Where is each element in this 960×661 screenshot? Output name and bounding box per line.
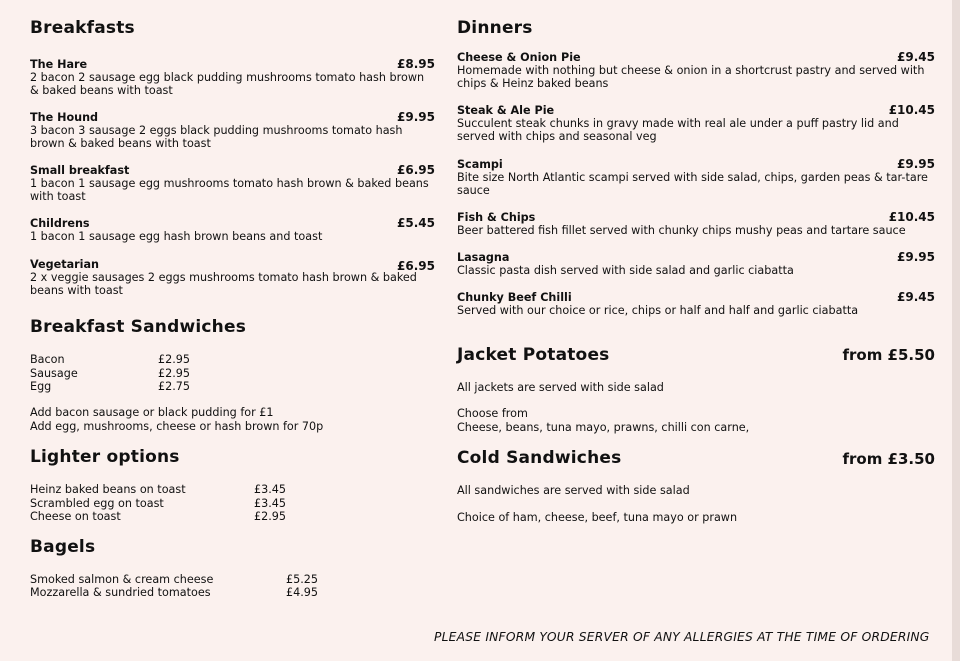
item-price: £3.45 <box>254 497 287 510</box>
item-name: Sausage <box>30 367 78 380</box>
lighter-options-heading: Lighter options <box>30 447 180 467</box>
breakfast-sandwiches-heading: Breakfast Sandwiches <box>30 317 247 337</box>
item-price: £8.95 <box>397 57 435 71</box>
item-description: Bite size North Atlantic scampi served with side salad, chips, garden peas & tar-tare sauce <box>457 171 928 197</box>
item-description: Served with our choice or rice, chips or half and half and garlic ciabatta <box>457 304 859 317</box>
menu-item <box>30 258 435 297</box>
item-name: Cheese & Onion Pie <box>457 51 581 64</box>
item-price: £6.95 <box>397 259 435 273</box>
price-row <box>30 573 319 587</box>
item-description: Homemade with nothing but cheese & onion in a shortcrust pastry and served with chips & Heinz baked beans <box>457 64 925 90</box>
item-price: £2.95 <box>158 353 191 366</box>
jacket-note: All jackets are served with side salad <box>457 381 664 394</box>
item-description: 1 bacon 1 sausage egg mushrooms tomato hash brown & baked beans with toast <box>30 177 429 203</box>
cold-note: All sandwiches are served with side salad <box>457 484 690 497</box>
item-description: Beer battered fish fillet served with chunky chips mushy peas and tartare sauce <box>457 224 906 237</box>
price-row <box>30 380 191 394</box>
item-price: £3.45 <box>254 483 287 496</box>
item-price: £5.45 <box>397 216 435 230</box>
item-price: £2.75 <box>158 380 191 393</box>
menu-item <box>457 104 935 143</box>
item-name: Chunky Beef Chilli <box>457 291 572 304</box>
item-name: Small breakfast <box>30 164 130 177</box>
cold-from-price: from £3.50 <box>842 450 935 468</box>
item-name: Lasagna <box>457 251 510 264</box>
item-price: £2.95 <box>254 510 287 523</box>
add-on-note: Add bacon sausage or black pudding for £1 <box>30 406 274 419</box>
price-row <box>30 497 287 511</box>
price-row <box>30 483 287 497</box>
cold-sandwiches-heading: Cold Sandwiches <box>457 448 622 468</box>
item-description: Succulent steak chunks in gravy made with real ale under a puff pastry lid and served with chips and seasonal veg <box>457 117 899 143</box>
menu-item <box>457 211 935 237</box>
dinners-heading: Dinners <box>457 18 533 38</box>
jacket-fillings: Cheese, beans, tuna mayo, prawns, chilli con carne, <box>457 421 750 434</box>
item-name: Scrambled egg on toast <box>30 497 164 510</box>
item-price: £9.45 <box>897 290 935 304</box>
menu-item <box>457 251 935 277</box>
item-price: £2.95 <box>158 367 191 380</box>
item-name: Heinz baked beans on toast <box>30 483 186 496</box>
breakfasts-heading: Breakfasts <box>30 18 135 38</box>
item-name: Bacon <box>30 353 65 366</box>
item-description: 1 bacon 1 sausage egg hash brown beans and toast <box>30 230 323 243</box>
item-name: Scampi <box>457 158 503 171</box>
allergy-notice: PLEASE INFORM YOUR SERVER OF ANY ALLERGIES AT THE TIME OF ORDERING <box>434 630 930 644</box>
item-price: £9.95 <box>897 250 935 264</box>
menu-item <box>457 158 935 197</box>
cold-fillings: Choice of ham, cheese, beef, tuna mayo or prawn <box>457 511 738 524</box>
item-price: £10.45 <box>888 210 935 224</box>
item-name: Cheese on toast <box>30 510 121 523</box>
price-row <box>30 353 191 367</box>
item-name: Vegetarian <box>30 258 99 271</box>
menu-item <box>30 111 435 150</box>
menu-item <box>30 164 435 203</box>
price-row <box>30 367 191 381</box>
item-name: Steak & Ale Pie <box>457 104 555 117</box>
item-price: £9.45 <box>897 50 935 64</box>
item-price: £5.25 <box>286 573 319 586</box>
item-name: Fish & Chips <box>457 211 536 224</box>
item-price: £4.95 <box>286 586 319 599</box>
menu-item <box>457 291 935 317</box>
item-name: The Hound <box>30 111 99 124</box>
menu-item <box>30 217 435 243</box>
price-row <box>30 510 287 524</box>
item-price: £9.95 <box>397 110 435 124</box>
price-row <box>30 586 319 600</box>
item-name: Childrens <box>30 217 90 230</box>
item-price: £6.95 <box>397 163 435 177</box>
jacket-note: Choose from <box>457 407 528 420</box>
item-name: Egg <box>30 380 52 393</box>
item-description: 2 x veggie sausages 2 eggs mushrooms tomato hash brown & baked beans with toast <box>30 271 417 297</box>
bagels-heading: Bagels <box>30 537 96 557</box>
menu-item <box>30 58 435 97</box>
item-name: Mozzarella & sundried tomatoes <box>30 586 211 599</box>
item-description: Classic pasta dish served with side salad and garlic ciabatta <box>457 264 794 277</box>
item-description: 3 bacon 3 sausage 2 eggs black pudding mushrooms tomato hash brown & baked beans with toast <box>30 124 403 150</box>
page-edge <box>952 0 960 661</box>
item-name: Smoked salmon & cream cheese <box>30 573 214 586</box>
item-price: £9.95 <box>897 157 935 171</box>
jacket-from-price: from £5.50 <box>842 346 935 364</box>
jacket-potatoes-heading: Jacket Potatoes <box>457 345 610 365</box>
add-on-note: Add egg, mushrooms, cheese or hash brown for 70p <box>30 420 324 433</box>
menu-item <box>457 51 935 90</box>
item-description: 2 bacon 2 sausage egg black pudding mushrooms tomato hash brown & baked beans with toast <box>30 71 425 97</box>
item-name: The Hare <box>30 58 88 71</box>
item-price: £10.45 <box>888 103 935 117</box>
